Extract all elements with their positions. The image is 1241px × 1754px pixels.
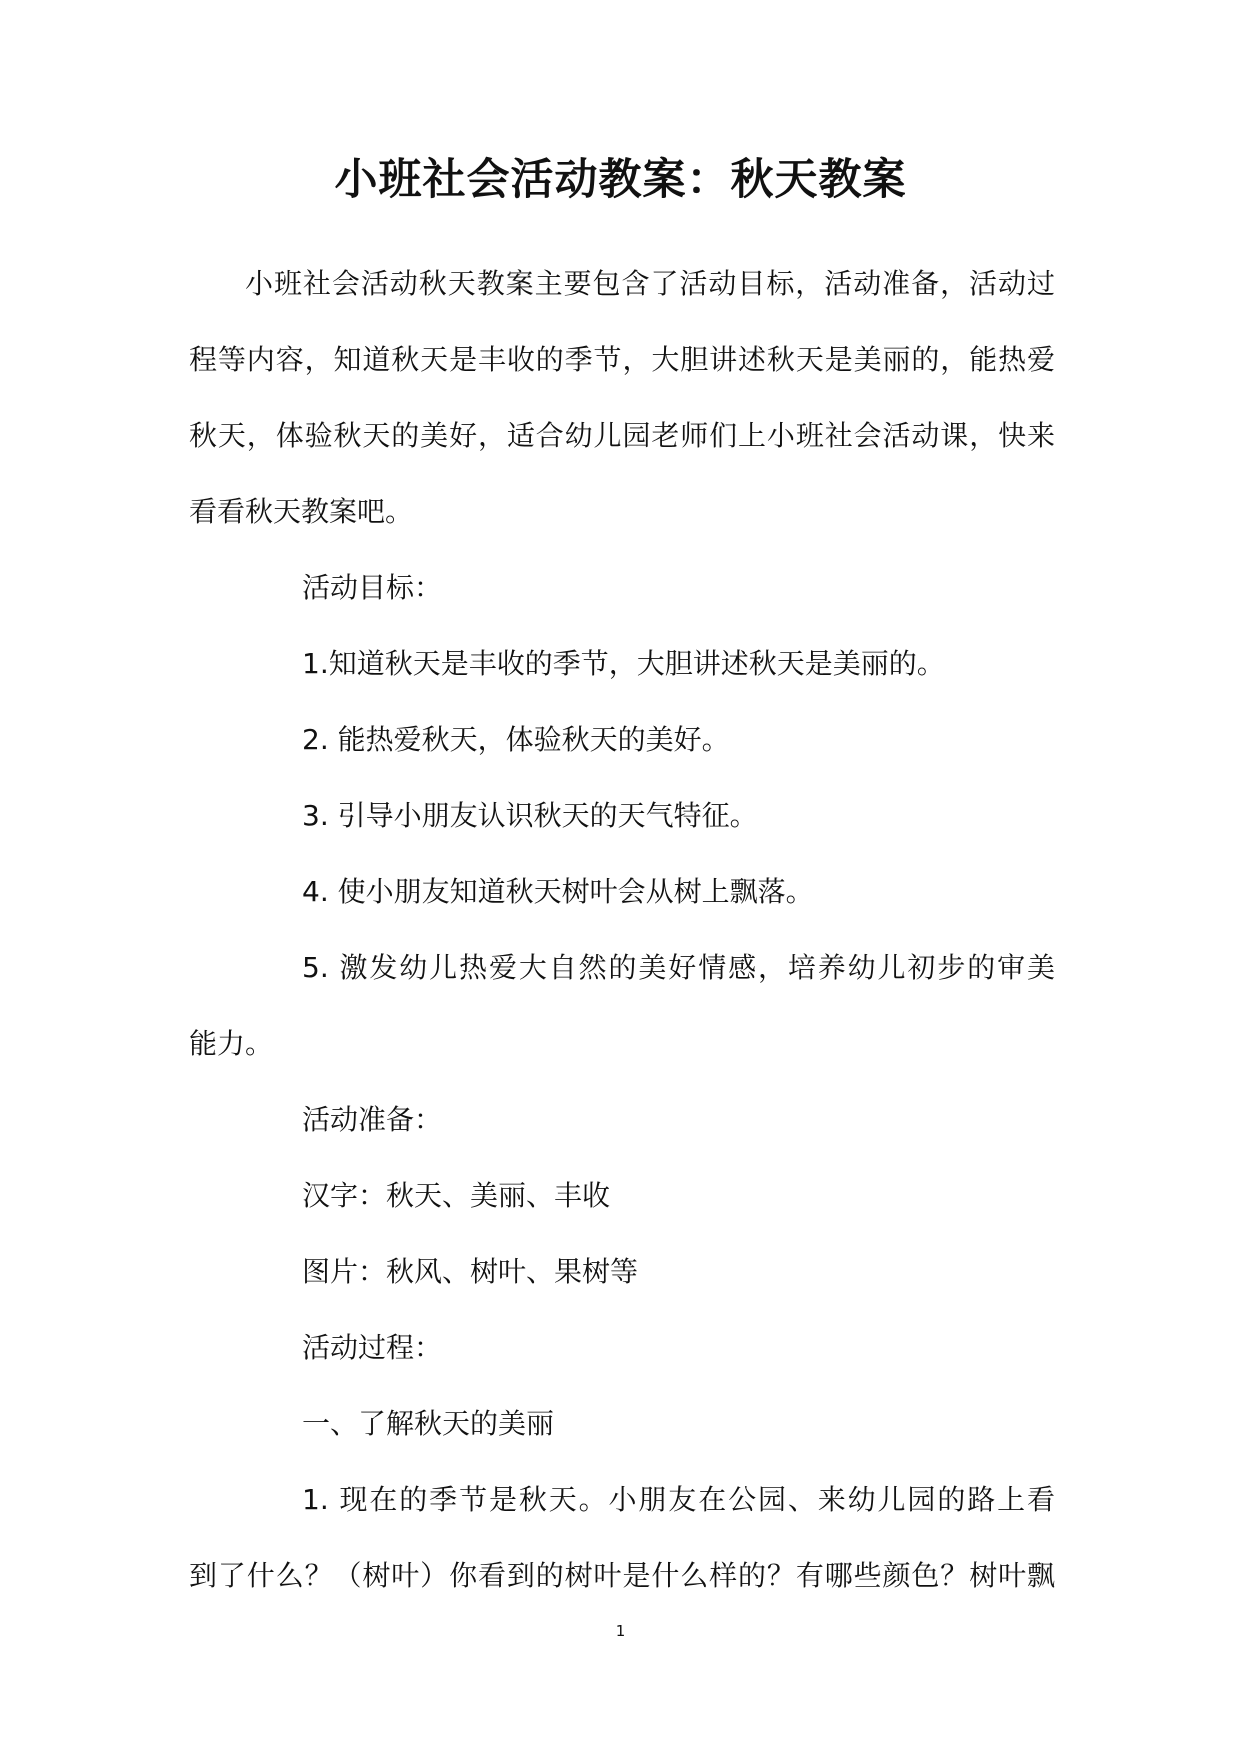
section-heading-process: 活动过程：: [302, 1331, 443, 1364]
process-subheading: 一、了解秋天的美丽: [302, 1407, 555, 1440]
goal-item: 3. 引导小朋友认识秋天的天气特征。: [302, 799, 758, 832]
goal-item: 1.知道秋天是丰收的季节，大胆讲述秋天是美丽的。: [302, 647, 945, 680]
goal-item: 4. 使小朋友知道秋天树叶会从树上飘落。: [302, 875, 814, 908]
goal-item-continued: 能力。: [189, 1027, 274, 1060]
goal-item: 5. 激发幼儿热爱大自然的美好情感，培养幼儿初步的审美: [302, 951, 1055, 984]
intro-line: 秋天，体验秋天的美好，适合幼儿园老师们上小班社会活动课，快来: [189, 419, 1055, 452]
intro-line: 看看秋天教案吧。: [189, 495, 414, 528]
process-item: 1. 现在的季节是秋天。小朋友在公园、来幼儿园的路上看: [302, 1483, 1055, 1516]
section-heading-preparation: 活动准备：: [302, 1103, 443, 1136]
process-item-continued: 到了什么？（树叶）你看到的树叶是什么样的？有哪些颜色？树叶飘: [189, 1559, 1055, 1592]
document-title: 小班社会活动教案：秋天教案: [334, 155, 907, 205]
preparation-item: 图片：秋风、树叶、果树等: [302, 1255, 639, 1288]
intro-line: 小班社会活动秋天教案主要包含了活动目标，活动准备，活动过: [245, 267, 1055, 300]
preparation-item: 汉字：秋天、美丽、丰收: [302, 1179, 611, 1212]
page-number: 1: [615, 1622, 626, 1640]
section-heading-goals: 活动目标：: [302, 571, 443, 604]
intro-line: 程等内容，知道秋天是丰收的季节，大胆讲述秋天是美丽的，能热爱: [189, 343, 1055, 376]
goal-item: 2. 能热爱秋天，体验秋天的美好。: [302, 723, 730, 756]
